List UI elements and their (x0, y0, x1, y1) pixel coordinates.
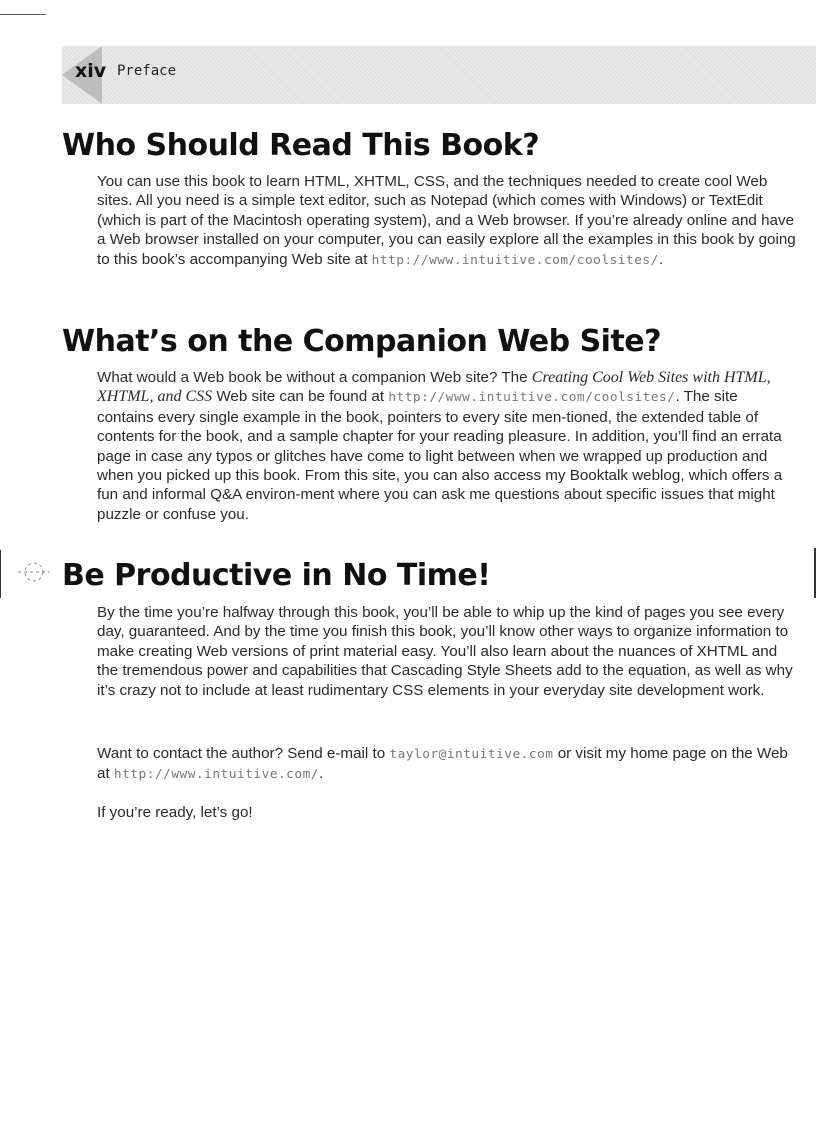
paragraph-who-should-read (97, 172, 797, 270)
running-head-title: Preface (117, 63, 177, 79)
paragraph-text: What would a Web book be without a companion Web site? The (97, 369, 532, 386)
paragraph-text: . (658, 250, 664, 268)
section-heading-be-productive: Be Productive in No Time! (62, 558, 491, 593)
author-email[interactable]: taylor@intuitive.com (389, 747, 554, 762)
paragraph-contact-author (97, 744, 797, 785)
paragraph-text: You can use this book to learn HTML, XHTML, CSS, and the techniques needed to create cool Web sites. All you need is a simple text editor, such as Notepad (which comes with Windows) or TextEdit (which is part of the Macintosh operating system), and a Web browser. If you’re already online and have a Web browser installed on your computer, you can easily explore all the examples in this book by going to this book’s accompanying Web site at (97, 173, 796, 268)
paragraph-be-productive: By the time you’re halfway through this book, you’ll be able to whip up the kind of pages you see every day, guaranteed. And by the time you finish this book, you’ll know other ways to organize information to make creating Web versions of print material easy. You’ll also learn about the nuances of XHTML and the tremendous power and capabilities that Cascading Style Sheets add to the equation, as well as why it’s crazy not to include at least rudimentary CSS elements in your everyday site development work. (97, 604, 793, 699)
website-url[interactable]: http://www.intuitive.com/coolsites/ (371, 252, 659, 268)
paragraph-text: . The site contains every single example in the book, pointers to every site men-tioned, the extended table of contents for the book, and a sample chapter for your reading pleasure. In addition, you’ll find an errata page in case any typos or glitches have come to light between when we wrapped up production and when you picked up this book. From this site, you can also access my Booktalk weblog, which offers a fun and informal Q&A environ-ment where you can ask me questions about specific issues that might puzzle or confuse you. (97, 388, 783, 523)
paragraph-text: . (319, 765, 324, 783)
paragraph-text: Web site can be found at (212, 388, 389, 406)
book-title: Creating Cool Web Sites with HTML, XHTML, and CSS (97, 369, 771, 406)
page-number: xiv (75, 60, 107, 82)
running-header (62, 46, 816, 104)
top-rule (0, 14, 46, 15)
section-heading-companion-site: What’s on the Companion Web Site? (62, 324, 662, 359)
paragraph-closing: If you’re ready, let’s go! (97, 804, 253, 821)
paragraph-companion-site (97, 368, 797, 524)
paragraph-text: or visit my home page on the Web at (97, 745, 788, 783)
website-url[interactable]: http://www.intuitive.com/coolsites/ (388, 390, 676, 406)
section-heading-who-should-read: Who Should Read This Book? (62, 128, 540, 163)
home-page-url[interactable]: http://www.intuitive.com/ (113, 767, 320, 783)
crop-mark-left (0, 550, 1, 598)
registration-mark-icon (18, 556, 50, 588)
paragraph-text: Want to contact the author? Send e-mail to (97, 745, 390, 762)
